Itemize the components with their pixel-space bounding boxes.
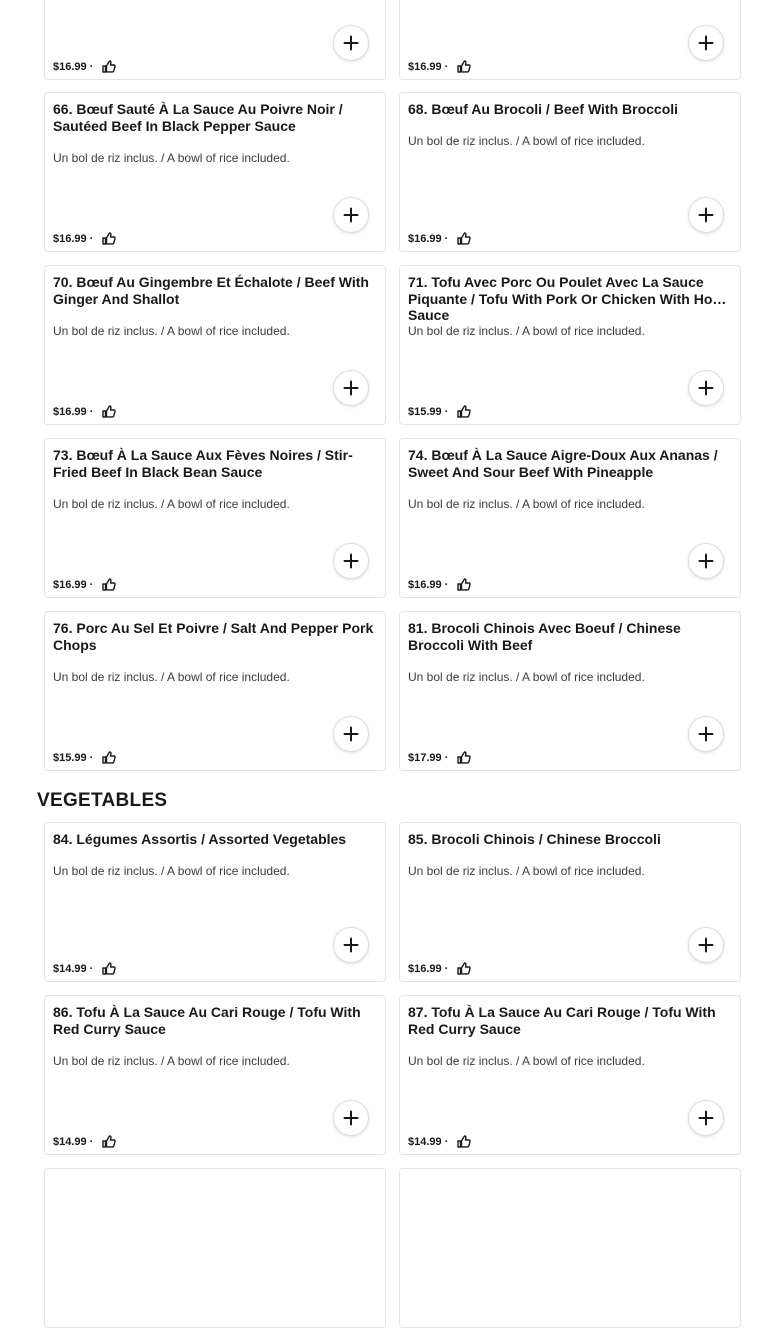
add-item-button[interactable] xyxy=(688,543,724,579)
menu-item-card[interactable] xyxy=(44,1168,386,1328)
item-title: 74. Bœuf À La Sauce Aigre-Doux Aux Ananas / Sweet And Sour Beef With Pineapple xyxy=(408,447,718,480)
item-price: $16.99 xyxy=(53,232,87,245)
menu-item-card[interactable]: 66. Bœuf Sauté À La Sauce Au Poivre Noir / Sautéed Beef In Black Pepper Sauce Un bol de riz inclus. / A bowl of rice included. $16.99 · xyxy=(44,92,386,252)
item-price: $14.99 xyxy=(408,1135,442,1148)
menu-item-card[interactable]: 73. Bœuf À La Sauce Aux Fèves Noires / Stir-Fried Beef In Black Bean Sauce Un bol de riz inclus. / A bowl of rice included. $16.99 · xyxy=(44,438,386,598)
plus-icon xyxy=(698,380,714,396)
thumbs-up-icon xyxy=(457,962,471,975)
thumbs-up-icon xyxy=(457,405,471,418)
add-item-button[interactable] xyxy=(688,370,724,406)
thumbs-up-icon xyxy=(457,60,471,73)
plus-icon xyxy=(343,35,359,51)
item-description: Un bol de riz inclus. / A bowl of rice included. xyxy=(408,134,645,148)
menu-item-card[interactable]: 81. Brocoli Chinois Avec Boeuf / Chinese Broccoli With Beef Un bol de riz inclus. / A bowl of rice included. $17.99 · xyxy=(399,611,741,771)
item-description: Un bol de riz inclus. / A bowl of rice included. xyxy=(408,324,645,338)
item-title: 85. Brocoli Chinois / Chinese Broccoli xyxy=(408,831,661,847)
item-title: 73. Bœuf À La Sauce Aux Fèves Noires / Stir-Fried Beef In Black Bean Sauce xyxy=(53,447,353,480)
item-title: 76. Porc Au Sel Et Poivre / Salt And Pepper Pork Chops xyxy=(53,620,374,653)
item-title: 86. Tofu À La Sauce Au Cari Rouge / Tofu With Red Curry Sauce xyxy=(53,1004,361,1037)
item-title: 87. Tofu À La Sauce Au Cari Rouge / Tofu With Red Curry Sauce xyxy=(408,1004,716,1037)
thumbs-up-icon xyxy=(102,751,116,764)
plus-icon xyxy=(343,380,359,396)
item-description: Un bol de riz inclus. / A bowl of rice included. xyxy=(53,151,290,165)
item-description: Un bol de riz inclus. / A bowl of rice included. xyxy=(408,864,645,878)
menu-item-card[interactable] xyxy=(399,1168,741,1328)
item-price: $17.99 xyxy=(408,751,442,764)
thumbs-up-icon xyxy=(102,578,116,591)
item-price: $15.99 xyxy=(53,751,87,764)
menu-item-card[interactable]: 86. Tofu À La Sauce Au Cari Rouge / Tofu With Red Curry Sauce Un bol de riz inclus. / A bowl of rice included. $14.99 · xyxy=(44,995,386,1155)
menu-item-card[interactable]: 76. Porc Au Sel Et Poivre / Salt And Pepper Pork Chops Un bol de riz inclus. / A bowl of rice included. $15.99 · xyxy=(44,611,386,771)
menu-item-card[interactable]: $16.99 · xyxy=(44,0,386,80)
thumbs-up-icon xyxy=(457,232,471,245)
item-title: 66. Bœuf Sauté À La Sauce Au Poivre Noir / Sautéed Beef In Black Pepper Sauce xyxy=(53,101,343,134)
plus-icon xyxy=(698,726,714,742)
add-item-button[interactable] xyxy=(333,927,369,963)
add-item-button[interactable] xyxy=(333,543,369,579)
item-price: $16.99 xyxy=(53,60,87,73)
menu-item-card[interactable]: 68. Bœuf Au Brocoli / Beef With Broccoli Un bol de riz inclus. / A bowl of rice included. $16.99 · xyxy=(399,92,741,252)
item-price: $14.99 xyxy=(53,962,87,975)
menu-item-card[interactable]: 84. Légumes Assortis / Assorted Vegetables Un bol de riz inclus. / A bowl of rice included. $14.99 · xyxy=(44,822,386,982)
thumbs-up-icon xyxy=(102,1135,116,1148)
add-item-button[interactable] xyxy=(688,25,724,61)
menu-item-card[interactable]: 85. Brocoli Chinois / Chinese Broccoli Un bol de riz inclus. / A bowl of rice included. $16.99 · xyxy=(399,822,741,982)
item-title: 84. Légumes Assortis / Assorted Vegetables xyxy=(53,831,347,847)
plus-icon xyxy=(698,207,714,223)
menu-item-card[interactable]: $16.99 · xyxy=(399,0,741,80)
menu-item-card[interactable]: 87. Tofu À La Sauce Au Cari Rouge / Tofu With Red Curry Sauce Un bol de riz inclus. / A bowl of rice included. $14.99 · xyxy=(399,995,741,1155)
plus-icon xyxy=(698,937,714,953)
add-item-button[interactable] xyxy=(688,197,724,233)
plus-icon xyxy=(698,553,714,569)
add-item-button[interactable] xyxy=(333,25,369,61)
thumbs-up-icon xyxy=(457,751,471,764)
add-item-button[interactable] xyxy=(333,197,369,233)
thumbs-up-icon xyxy=(102,962,116,975)
item-price: $16.99 xyxy=(53,405,87,418)
thumbs-up-icon xyxy=(457,578,471,591)
item-price: $16.99 xyxy=(408,232,442,245)
plus-icon xyxy=(698,1110,714,1126)
item-price: $16.99 xyxy=(53,578,87,591)
item-price: $16.99 xyxy=(408,578,442,591)
plus-icon xyxy=(343,553,359,569)
item-description: Un bol de riz inclus. / A bowl of rice included. xyxy=(53,864,290,878)
plus-icon xyxy=(698,35,714,51)
section-title: VEGETABLES xyxy=(37,790,168,811)
thumbs-up-icon xyxy=(457,1135,471,1148)
plus-icon xyxy=(343,937,359,953)
add-item-button[interactable] xyxy=(688,1100,724,1136)
item-description: Un bol de riz inclus. / A bowl of rice included. xyxy=(53,324,290,338)
item-price: $14.99 xyxy=(53,1135,87,1148)
item-description: Un bol de riz inclus. / A bowl of rice included. xyxy=(53,670,290,684)
item-description: Un bol de riz inclus. / A bowl of rice included. xyxy=(408,670,645,684)
item-price: $16.99 xyxy=(408,962,442,975)
thumbs-up-icon xyxy=(102,60,116,73)
item-price: $15.99 xyxy=(408,405,442,418)
item-title: 71. Tofu Avec Porc Ou Poulet Avec La Sauce Piquante / Tofu With Pork Or Chicken With Hot Sauce xyxy=(408,274,718,323)
item-description: Un bol de riz inclus. / A bowl of rice included. xyxy=(53,1054,290,1068)
plus-icon xyxy=(343,207,359,223)
item-description: Un bol de riz inclus. / A bowl of rice included. xyxy=(408,497,645,511)
add-item-button[interactable] xyxy=(333,716,369,752)
add-item-button[interactable] xyxy=(688,927,724,963)
item-title: 81. Brocoli Chinois Avec Boeuf / Chinese Broccoli With Beef xyxy=(408,620,681,653)
plus-icon xyxy=(343,1110,359,1126)
item-description: Un bol de riz inclus. / A bowl of rice included. xyxy=(53,497,290,511)
item-description: Un bol de riz inclus. / A bowl of rice included. xyxy=(408,1054,645,1068)
thumbs-up-icon xyxy=(102,232,116,245)
add-item-button[interactable] xyxy=(688,716,724,752)
plus-icon xyxy=(343,726,359,742)
item-title: 70. Bœuf Au Gingembre Et Échalote / Beef With Ginger And Shallot xyxy=(53,274,369,307)
item-title: 68. Bœuf Au Brocoli / Beef With Broccoli xyxy=(408,101,679,117)
add-item-button[interactable] xyxy=(333,370,369,406)
menu-item-card[interactable]: 74. Bœuf À La Sauce Aigre-Doux Aux Ananas / Sweet And Sour Beef With Pineapple Un bol de riz inclus. / A bowl of rice included. $16.99 · xyxy=(399,438,741,598)
item-price: $16.99 xyxy=(408,60,442,73)
add-item-button[interactable] xyxy=(333,1100,369,1136)
menu-item-card[interactable]: 71. Tofu Avec Porc Ou Poulet Avec La Sauce Piquante / Tofu With Pork Or Chicken With Hot Sauce Un bol de riz inclus. / A bowl of rice included. $15.99 · xyxy=(399,265,741,425)
thumbs-up-icon xyxy=(102,405,116,418)
menu-item-card[interactable]: 70. Bœuf Au Gingembre Et Échalote / Beef With Ginger And Shallot Un bol de riz inclus. / A bowl of rice included. $16.99 · xyxy=(44,265,386,425)
